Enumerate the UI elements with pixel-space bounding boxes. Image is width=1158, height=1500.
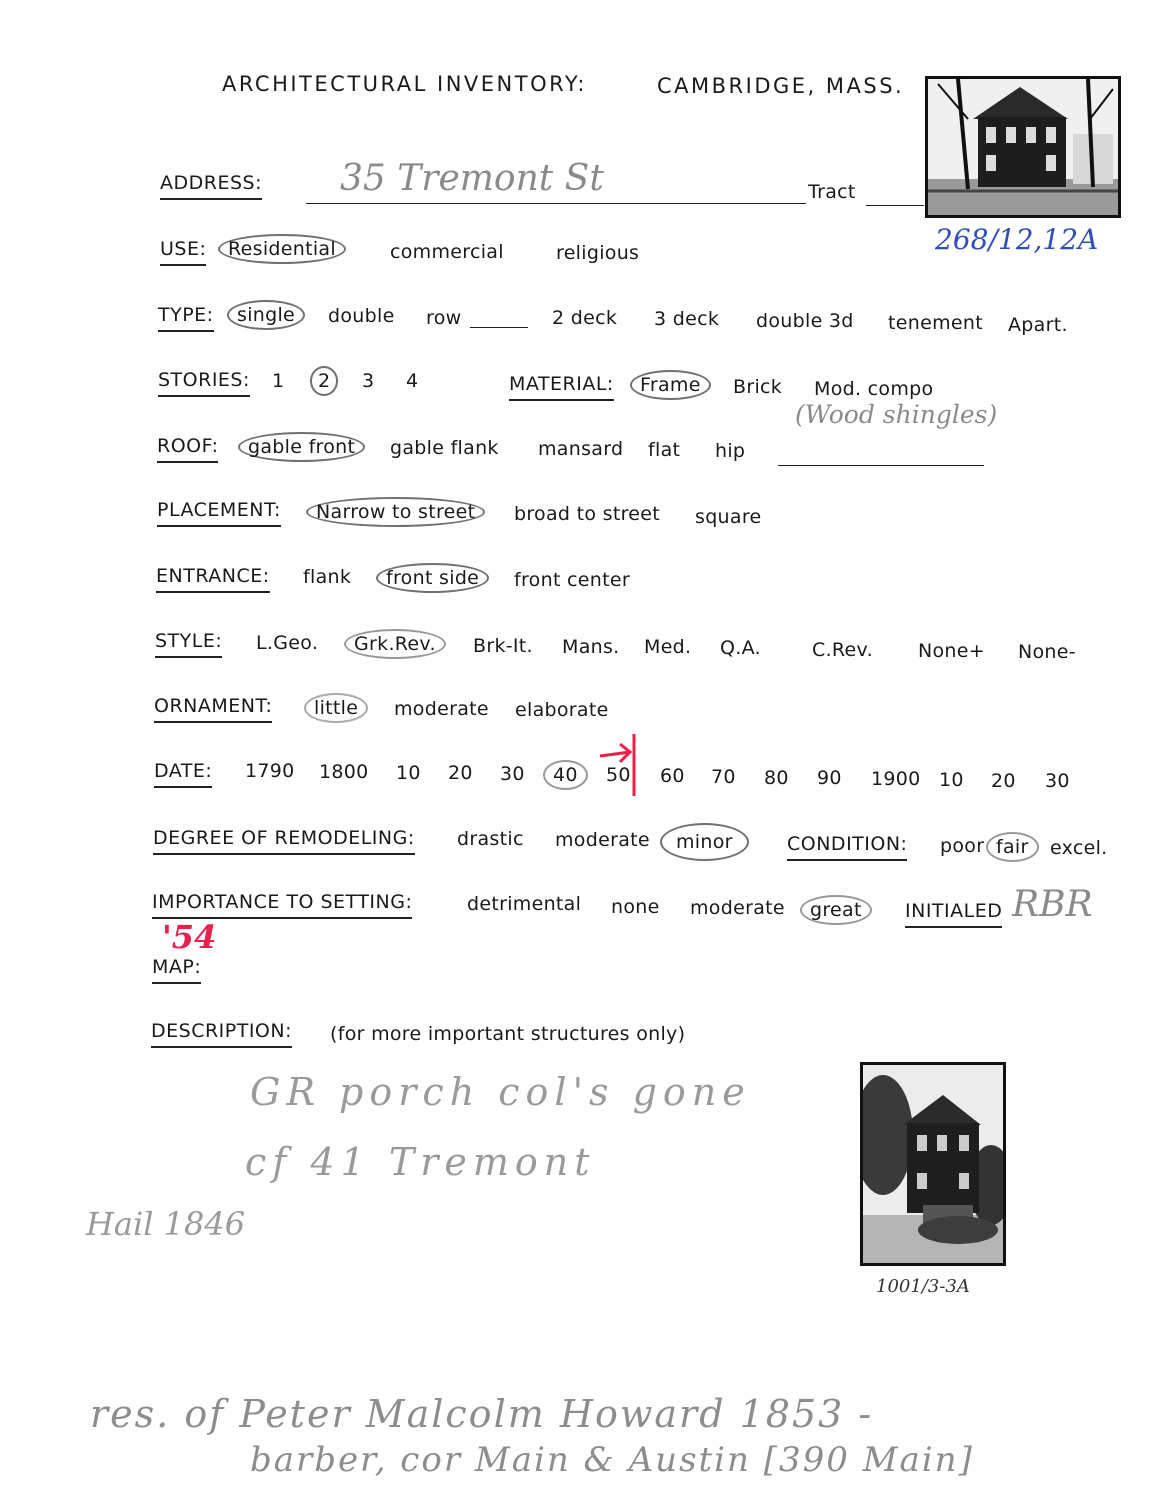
map-label: MAP: <box>152 956 202 978</box>
stories-option-4[interactable]: 4 <box>406 370 419 392</box>
stories-option-3[interactable]: 3 <box>362 370 375 392</box>
placement-option-broad[interactable]: broad to street <box>514 503 661 525</box>
ornament-option-little[interactable]: little <box>304 693 368 723</box>
ornament-option-moderate[interactable]: moderate <box>394 698 489 720</box>
style-option-c-rev[interactable]: C.Rev. <box>812 639 873 661</box>
date-option-10[interactable]: 10 <box>396 762 421 784</box>
condition-label: CONDITION: <box>787 833 908 855</box>
remodeling-option-moderate[interactable]: moderate <box>555 829 650 851</box>
date-option-80[interactable]: 80 <box>764 767 789 789</box>
description-line-2[interactable]: cf 41 Tremont <box>245 1140 596 1184</box>
material-option-brick[interactable]: Brick <box>733 376 783 398</box>
roof-option-gable-front[interactable]: gable front <box>238 432 365 462</box>
remodeling-option-minor[interactable]: minor <box>660 823 749 861</box>
roof-label: ROOF: <box>157 435 219 457</box>
stories-option-1[interactable]: 1 <box>272 370 285 392</box>
footer-line-1: res. of Peter Malcolm Howard 1853 - <box>90 1392 874 1436</box>
entrance-option-front-center[interactable]: front center <box>514 569 630 591</box>
use-option-religious[interactable]: religious <box>556 242 640 264</box>
date-option-70[interactable]: 70 <box>711 766 736 788</box>
address-label: ADDRESS: <box>160 172 262 194</box>
condition-option-fair[interactable]: fair <box>986 832 1039 862</box>
form-title: ARCHITECTURAL INVENTORY: <box>222 72 587 96</box>
type-option-row[interactable]: row <box>426 307 462 329</box>
initialed-value[interactable]: RBR <box>1012 884 1093 925</box>
stories-label: STORIES: <box>158 369 250 391</box>
date-option-50[interactable]: 50 <box>606 764 631 786</box>
type-option-apart[interactable]: Apart. <box>1008 314 1068 336</box>
date-option-1900[interactable]: 1900 <box>871 768 921 790</box>
type-option-double-3d[interactable]: double 3d <box>756 310 854 332</box>
condition-option-excel[interactable]: excel. <box>1050 837 1108 859</box>
stories-option-2[interactable]: 2 <box>310 366 338 396</box>
importance-option-none[interactable]: none <box>611 896 660 918</box>
style-option-mans[interactable]: Mans. <box>562 636 620 658</box>
style-label: STYLE: <box>155 630 223 652</box>
date-option-1910[interactable]: 10 <box>939 769 964 791</box>
type-option-tenement[interactable]: tenement <box>888 312 983 334</box>
date-option-1790[interactable]: 1790 <box>245 760 295 782</box>
condition-option-poor[interactable]: poor <box>940 835 985 857</box>
date-option-1930[interactable]: 30 <box>1045 770 1070 792</box>
style-option-med[interactable]: Med. <box>644 636 692 658</box>
initialed-label: INITIALED <box>905 900 1003 922</box>
style-option-qa[interactable]: Q.A. <box>720 637 761 659</box>
entrance-label: ENTRANCE: <box>156 565 270 587</box>
date-option-1920[interactable]: 20 <box>991 770 1016 792</box>
material-option-mod-compo[interactable]: Mod. compo <box>814 378 934 400</box>
type-option-3-deck[interactable]: 3 deck <box>654 308 720 330</box>
type-option-double[interactable]: double <box>328 305 395 327</box>
style-option-brk-it[interactable]: Brk-It. <box>473 635 533 657</box>
style-option-none-plus[interactable]: None+ <box>918 640 985 662</box>
date-option-60[interactable]: 60 <box>660 765 685 787</box>
description-note: (for more important structures only) <box>330 1023 686 1045</box>
ornament-option-elaborate[interactable]: elaborate <box>515 699 609 721</box>
placement-option-square[interactable]: square <box>695 506 762 528</box>
type-option-single[interactable]: single <box>227 300 305 330</box>
style-option-l-geo[interactable]: L.Geo. <box>256 632 319 654</box>
type-label: TYPE: <box>158 304 214 326</box>
material-note: (Wood shingles) <box>795 400 998 429</box>
use-option-residential[interactable]: Residential <box>218 234 346 264</box>
material-option-frame[interactable]: Frame <box>630 370 711 400</box>
use-option-commercial[interactable]: commercial <box>390 241 504 263</box>
roof-option-hip[interactable]: hip <box>715 440 746 462</box>
importance-option-moderate[interactable]: moderate <box>690 897 785 919</box>
type-option-2-deck[interactable]: 2 deck <box>552 307 618 329</box>
roof-option-mansard[interactable]: mansard <box>538 438 624 460</box>
placement-option-narrow[interactable]: Narrow to street <box>306 497 485 527</box>
style-option-none-minus[interactable]: None- <box>1018 641 1076 663</box>
form-city: CAMBRIDGE, MASS. <box>657 74 905 98</box>
date-option-1800[interactable]: 1800 <box>319 761 369 783</box>
description-line-1[interactable]: GR porch col's gone <box>250 1070 751 1114</box>
placement-label: PLACEMENT: <box>157 499 281 521</box>
ornament-label: ORNAMENT: <box>154 695 273 717</box>
date-marker-arrow-icon <box>596 730 646 800</box>
house-photo-bottom <box>860 1062 1006 1266</box>
material-label: MATERIAL: <box>509 373 614 395</box>
entrance-option-front-side[interactable]: front side <box>376 563 489 593</box>
date-option-30[interactable]: 30 <box>500 763 525 785</box>
house-photo-top <box>925 76 1121 218</box>
roof-option-gable-flank[interactable]: gable flank <box>390 437 499 459</box>
style-option-grk-rev[interactable]: Grk.Rev. <box>344 629 446 659</box>
description-label: DESCRIPTION: <box>151 1020 293 1042</box>
remodeling-label: DEGREE OF REMODELING: <box>153 827 415 849</box>
date-label: DATE: <box>154 760 213 782</box>
address-value[interactable]: 35 Tremont St <box>340 158 604 199</box>
hail-note: Hail 1846 <box>86 1205 246 1243</box>
footer-line-2: barber, cor Main & Austin [390 Main] <box>250 1440 974 1480</box>
entrance-option-flank[interactable]: flank <box>303 566 352 588</box>
importance-option-detrimental[interactable]: detrimental <box>467 893 582 915</box>
remodeling-option-drastic[interactable]: drastic <box>457 828 524 850</box>
date-option-20[interactable]: 20 <box>448 762 473 784</box>
use-label: USE: <box>160 238 207 260</box>
importance-label: IMPORTANCE TO SETTING: <box>152 891 413 913</box>
map-value[interactable]: '54 <box>162 918 217 956</box>
importance-option-great[interactable]: great <box>800 895 872 925</box>
date-option-40[interactable]: 40 <box>543 760 588 790</box>
roof-option-flat[interactable]: flat <box>648 439 681 461</box>
reference-number: 268/12,12A <box>935 223 1099 256</box>
photo-caption: 1001/3-3A <box>876 1276 970 1297</box>
tract-label: Tract <box>808 181 856 203</box>
date-option-90[interactable]: 90 <box>817 767 842 789</box>
